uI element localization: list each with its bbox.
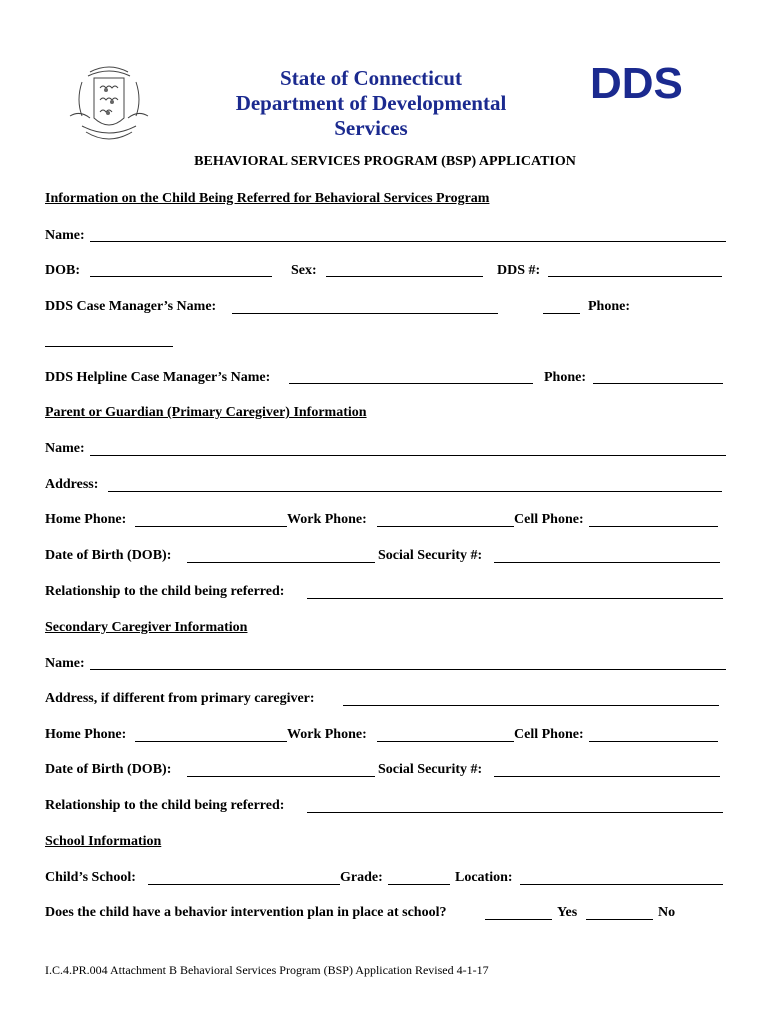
secondary-work-phone-field[interactable] [377, 741, 514, 742]
parent-relationship-label: Relationship to the child being referred: [45, 584, 285, 599]
dds-logo-text: DDS [590, 60, 683, 104]
child-dob-label: DOB: [45, 263, 80, 278]
parent-ssn-field[interactable] [494, 562, 720, 563]
secondary-section-heading: Secondary Caregiver Information [45, 620, 248, 635]
agency-title-line2: Department of Developmental [235, 91, 507, 115]
secondary-name-field[interactable] [90, 669, 726, 670]
parent-work-phone-label: Work Phone: [287, 512, 367, 527]
school-name-label: Child’s School: [45, 870, 136, 885]
case-manager-field[interactable] [232, 313, 498, 314]
child-dob-field[interactable] [90, 276, 272, 277]
case-manager-phone-field[interactable] [45, 346, 173, 347]
dds-logo [590, 60, 705, 104]
document-footer: I.C.4.PR.004 Attachment B Behavioral Services Program (BSP) Application Revised 4-1-17 [45, 963, 489, 977]
secondary-cell-phone-field[interactable] [589, 741, 718, 742]
parent-dob-label: Date of Birth (DOB): [45, 548, 172, 563]
child-sex-field[interactable] [326, 276, 483, 277]
school-grade-field[interactable] [388, 884, 450, 885]
child-sex-label: Sex: [291, 263, 317, 278]
parent-home-phone-field[interactable] [135, 526, 287, 527]
child-name-label: Name: [45, 228, 85, 243]
secondary-dob-label: Date of Birth (DOB): [45, 762, 172, 777]
child-section-heading: Information on the Child Being Referred for Behavioral Services Program [45, 191, 490, 206]
child-name-field[interactable] [90, 241, 726, 242]
case-manager-spacer-line [543, 313, 580, 314]
behavior-plan-yes-label: Yes [557, 905, 578, 920]
secondary-home-phone-label: Home Phone: [45, 727, 127, 742]
parent-address-field[interactable] [108, 491, 722, 492]
secondary-cell-phone-label: Cell Phone: [514, 727, 584, 742]
parent-dob-field[interactable] [187, 562, 375, 563]
parent-cell-phone-label: Cell Phone: [514, 512, 584, 527]
parent-work-phone-field[interactable] [377, 526, 514, 527]
child-dds-label: DDS #: [497, 263, 541, 278]
case-manager-label: DDS Case Manager’s Name: [45, 299, 217, 314]
parent-name-label: Name: [45, 441, 85, 456]
secondary-relationship-field[interactable] [307, 812, 723, 813]
behavior-plan-no-label: No [658, 905, 676, 920]
school-location-label: Location: [455, 870, 513, 885]
case-manager-phone-label: Phone: [588, 299, 630, 314]
secondary-home-phone-field[interactable] [135, 741, 287, 742]
secondary-address-label: Address, if different from primary caregiver: [45, 691, 315, 706]
parent-ssn-label: Social Security #: [378, 548, 483, 563]
parent-relationship-field[interactable] [307, 598, 723, 599]
helpline-phone-label: Phone: [544, 370, 586, 385]
secondary-address-field[interactable] [343, 705, 719, 706]
parent-home-phone-label: Home Phone: [45, 512, 127, 527]
school-location-field[interactable] [520, 884, 723, 885]
child-dds-field[interactable] [548, 276, 722, 277]
secondary-work-phone-label: Work Phone: [287, 727, 367, 742]
helpline-manager-field[interactable] [289, 383, 533, 384]
agency-title-line1: State of Connecticut [280, 66, 462, 90]
parent-address-label: Address: [45, 477, 99, 492]
secondary-name-label: Name: [45, 656, 85, 671]
connecticut-seal [60, 60, 158, 146]
secondary-ssn-label: Social Security #: [378, 762, 483, 777]
behavior-plan-question: Does the child have a behavior intervention plan in place at school? [45, 905, 447, 920]
helpline-phone-field[interactable] [593, 383, 723, 384]
secondary-relationship-label: Relationship to the child being referred: [45, 798, 285, 813]
behavior-plan-yes-field[interactable] [485, 919, 552, 920]
school-section-heading: School Information [45, 834, 162, 849]
parent-section-heading: Parent or Guardian (Primary Caregiver) Information [45, 405, 367, 420]
parent-cell-phone-field[interactable] [589, 526, 718, 527]
parent-name-field[interactable] [90, 455, 726, 456]
school-grade-label: Grade: [340, 870, 383, 885]
agency-title-line3: Services [334, 116, 408, 140]
secondary-ssn-field[interactable] [494, 776, 720, 777]
agency-title [180, 66, 562, 141]
behavior-plan-no-field[interactable] [586, 919, 653, 920]
helpline-manager-label: DDS Helpline Case Manager’s Name: [45, 370, 271, 385]
form-title: BEHAVIORAL SERVICES PROGRAM (BSP) APPLICATION [194, 154, 576, 169]
school-name-field[interactable] [148, 884, 340, 885]
secondary-dob-field[interactable] [187, 776, 375, 777]
